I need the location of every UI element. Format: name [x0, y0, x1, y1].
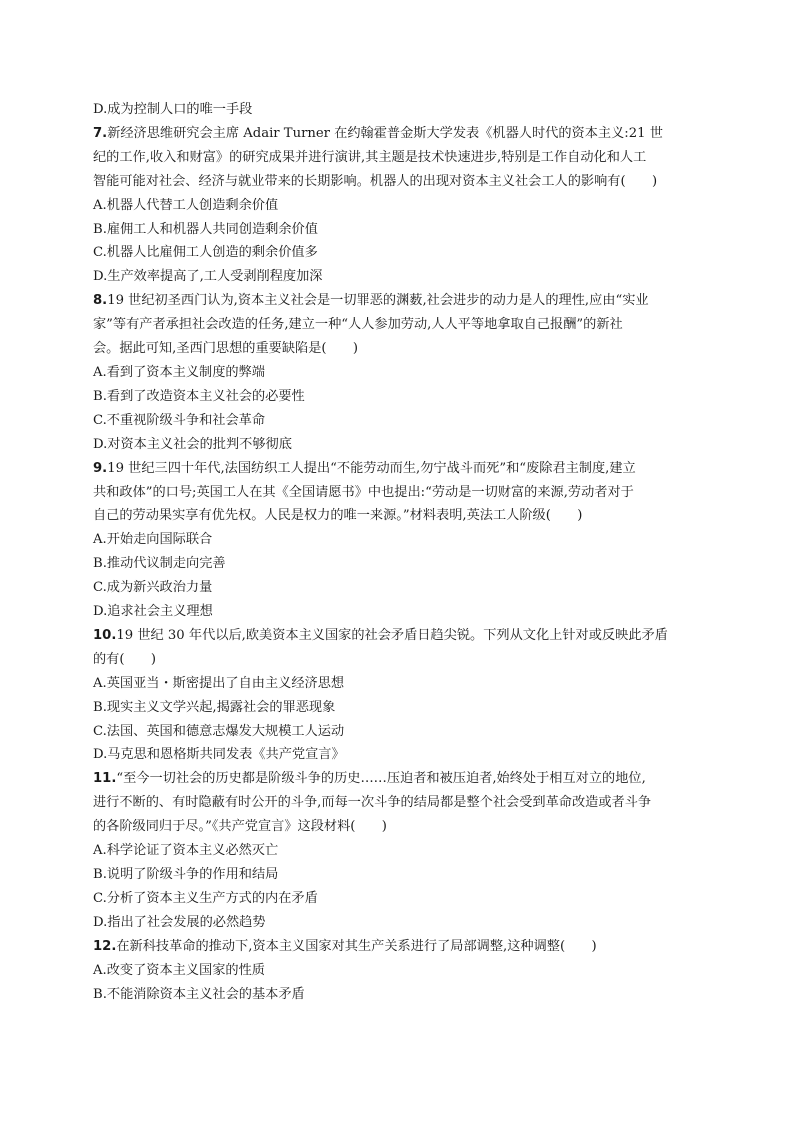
question-9-option-b: B.推动代议制走向完善	[93, 556, 226, 572]
question-7	[93, 122, 705, 289]
question-7-option-d: D.生产效率提高了,工人受剥削程度加深	[93, 269, 323, 285]
question-9-line-2: 共和政体”的口号;英国工人在其《全国请愿书》中也提出:“劳动是一切财富的来源,劳动者对于	[93, 484, 634, 500]
exam-content	[93, 98, 705, 1006]
question-text: 19 世纪三四十年代,法国纺织工人提出“不能劳动而生,勿宁战斗而死”和“废除君主制度,建立	[107, 460, 636, 476]
question-8-line-3: 会。据此可知,圣西门思想的重要缺陷是( )	[93, 341, 359, 357]
question-12-option-a: A.改变了资本主义国家的性质	[93, 962, 265, 978]
question-number: 9.	[93, 460, 108, 476]
question-12-option-b: B.不能消除资本主义社会的基本矛盾	[93, 986, 305, 1002]
question-8-option-a: A.看到了资本主义制度的弊端	[93, 364, 265, 380]
question-11-line-1	[93, 767, 705, 791]
question-10-line-1	[93, 624, 705, 648]
question-11-option-d: D.指出了社会发展的必然趋势	[93, 914, 266, 930]
question-8-option-b: B.看到了改造资本主义社会的必要性	[93, 388, 305, 404]
question-11-line-3: 的各阶级同归于尽。”《共产党宣言》这段材料( )	[93, 819, 387, 835]
question-9-line-1	[93, 457, 705, 481]
question-number: 10.	[93, 627, 117, 643]
question-9	[93, 457, 705, 624]
question-12-line-1	[93, 935, 705, 959]
question-text: 新经济思维研究会主席 Adair Turner 在约翰霍普金斯大学发表《机器人时代的资本主义:21 世	[107, 125, 663, 141]
question-text: 19 世纪 30 年代以后,欧美资本主义国家的社会矛盾日趋尖锐。下列从文化上针对或反映此矛盾	[116, 627, 668, 643]
question-10-option-a: A.英国亚当・斯密提出了自由主义经济思想	[93, 675, 345, 691]
question-text: 19 世纪初圣西门认为,资本主义社会是一切罪恶的渊薮,社会进步的动力是人的理性,应由“实业	[107, 293, 649, 309]
question-number: 11.	[93, 771, 117, 787]
question-7-line-2: 纪的工作,收入和财富》的研究成果并进行演讲,其主题是技术快速进步,特别是工作自动化和人工	[93, 149, 647, 165]
question-8-option-c: C.不重视阶级斗争和社会革命	[93, 412, 266, 428]
question-text: “至今一切社会的历史都是阶级斗争的历史……压迫者和被压迫者,始终处于相互对立的地位,	[116, 771, 646, 787]
question-8-option-d: D.对资本主义社会的批判不够彻底	[93, 436, 292, 452]
question-10-line-2: 的有( )	[93, 651, 157, 667]
question-7-line-1	[93, 122, 705, 146]
question-10	[93, 624, 705, 767]
question-9-option-a: A.开始走向国际联合	[93, 532, 213, 548]
question-8-line-2: 家”等有产者承担社会改造的任务,建立一种“人人参加劳动,人人平等地拿取自己报酬”的新社	[93, 317, 623, 333]
question-8-line-1	[93, 289, 705, 313]
question-11-option-a: A.科学论证了资本主义必然灭亡	[93, 843, 279, 859]
question-7-option-c: C.机器人比雇佣工人创造的剩余价值多	[93, 245, 318, 261]
question-12	[93, 935, 705, 1007]
question-10-option-c: C.法国、英国和德意志爆发大规模工人运动	[93, 723, 345, 739]
question-7-option-b: B.雇佣工人和机器人共同创造剩余价值	[93, 221, 318, 237]
question-9-option-c: C.成为新兴政治力量	[93, 580, 213, 596]
question-11-line-2: 进行不断的、有时隐蔽有时公开的斗争,而每一次斗争的结局都是整个社会受到革命改造或者斗争	[93, 795, 652, 811]
question-7-option-a: A.机器人代替工人创造剩余价值	[93, 197, 279, 213]
question-number: 12.	[93, 938, 117, 954]
question-number: 8.	[93, 293, 108, 309]
question-10-option-b: B.现实主义文学兴起,揭露社会的罪恶现象	[93, 699, 336, 715]
question-11-option-b: B.说明了阶级斗争的作用和结局	[93, 867, 279, 882]
question-10-option-d: D.马克思和恩格斯共同发表《共产党宣言》	[93, 747, 345, 763]
question-11	[93, 767, 705, 934]
question-11-option-c: C.分析了资本主义生产方式的内在矛盾	[93, 890, 318, 906]
fragment-option-d: D.成为控制人口的唯一手段	[93, 102, 253, 117]
question-9-line-3: 自己的劳动果实享有优先权。人民是权力的唯一来源。”材料表明,英法工人阶级( )	[93, 508, 583, 524]
question-number: 7.	[93, 125, 108, 141]
question-text: 在新科技革命的推动下,资本主义国家对其生产关系进行了局部调整,这种调整( )	[116, 938, 597, 954]
question-9-option-d: D.追求社会主义理想	[93, 604, 213, 620]
question-7-line-3: 智能可能对社会、经济与就业带来的长期影响。机器人的出现对资本主义社会工人的影响有( )	[93, 173, 658, 189]
question-8	[93, 289, 705, 456]
